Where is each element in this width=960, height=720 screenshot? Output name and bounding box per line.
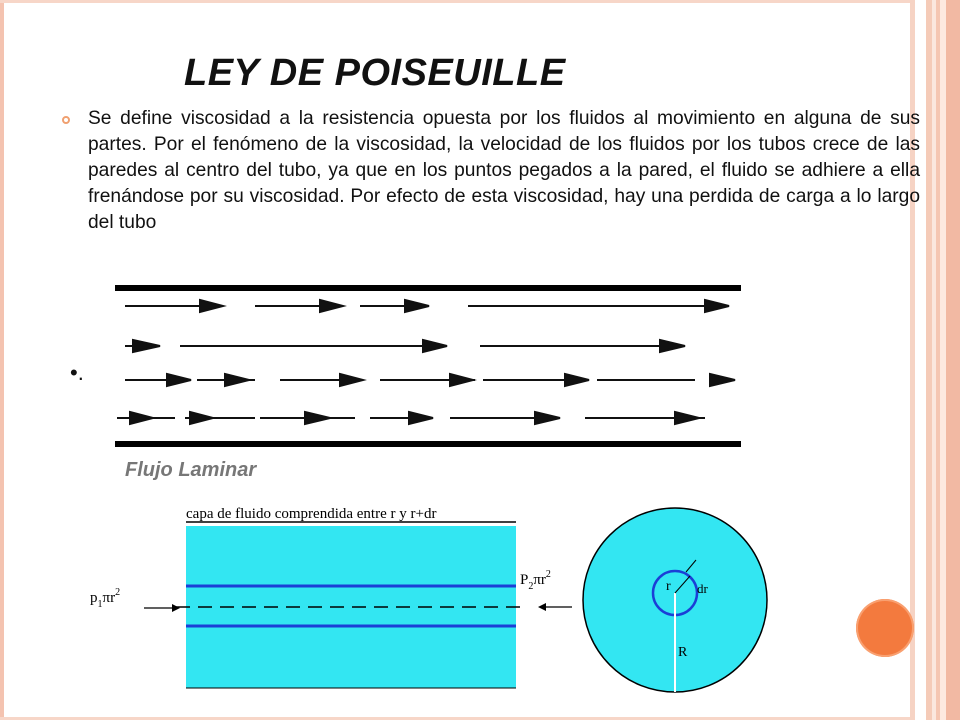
body-paragraph: Se define viscosidad a la resistencia opuesta por los fluidos al movimiento en alguna de sus partes. Por el fenómeno de la viscosidad, la velocidad de los fluidos por los tubos crece de las paredes al centro del tubo, ya que en los puntos pegados a la pared, el fluido se adhiere a ella frenándose por su viscosidad. Por efecto de esta viscosidad, hay una perdida de carga a lo largo del tubo (88, 108, 920, 233)
empty-bullet: •. (70, 360, 84, 385)
slide-title: LEY DE POISEUILLE (184, 52, 566, 94)
pipe-caption: capa de fluido comprendida entre r y r+dr (186, 506, 437, 522)
label-R: R (678, 645, 688, 660)
left-force-label: $p_1\pi r^2$ (90, 587, 121, 610)
frame-left-border (0, 0, 4, 720)
frame-top-border (0, 0, 910, 3)
bullet-icon (62, 116, 70, 124)
laminar-flow-figure (105, 278, 750, 488)
label-r: r (666, 579, 671, 594)
pipe-section-figure (80, 500, 920, 700)
right-force-label: $P_2\pi r^2$ (520, 569, 551, 592)
decorative-orange-circle (856, 599, 914, 657)
label-dr: dr (697, 581, 708, 596)
laminar-caption: Flujo Laminar (125, 459, 257, 481)
